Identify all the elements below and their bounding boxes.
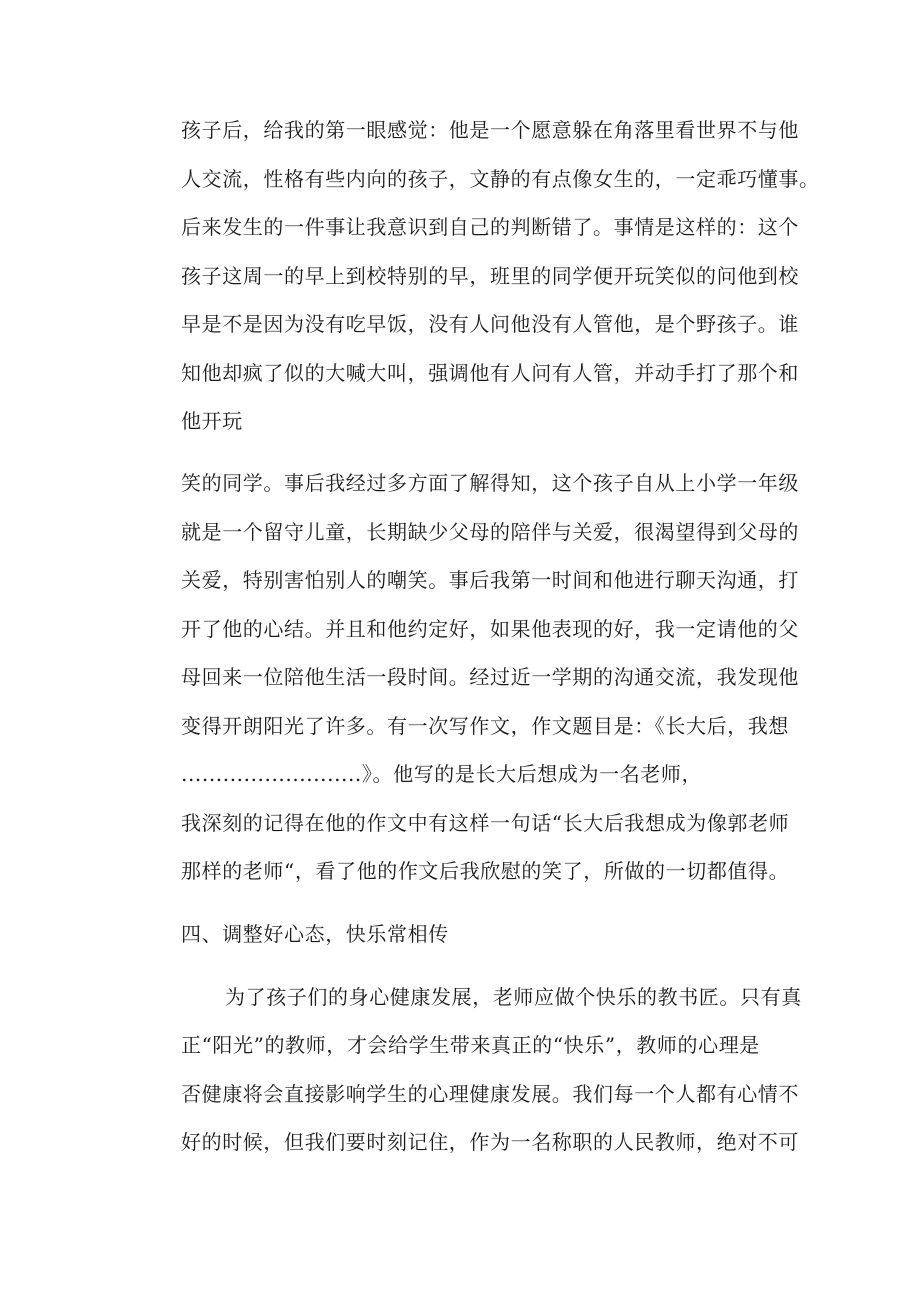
text-line: 我深刻的记得在他的作文中有这样一句话“长大后我想成为像郭老师 (181, 811, 790, 835)
section-heading: 四、调整好心态，快乐常相传 (181, 922, 449, 946)
text-line: 就是一个留守儿童，长期缺少父母的陪伴与关爱，很渴望得到父母的 (181, 520, 799, 544)
text-line: 否健康将会直接影响学生的心理健康发展。我们每一个人都有心情不 (181, 1082, 799, 1106)
text-line: 变得开朗阳光了许多。有一次写作文，作文题目是：《长大后，我想 (181, 714, 789, 738)
text-line: ..........................》。他写的是长大后想成为一名老师， (181, 762, 703, 786)
text-line: 孩子这周一的早上到校特别的早，班里的同学便开玩笑似的问他到校 (181, 264, 799, 288)
text-line: 关爱，特别害怕别人的嘲笑。事后我第一时间和他进行聊天沟通，打 (181, 568, 799, 592)
text-line: 笑的同学。事后我经过多方面了解得知，这个孩子自从上小学一年级 (181, 471, 799, 495)
text-line: 正“阳光”的教师，才会给学生带来真正的“快乐”，教师的心理是 (181, 1033, 760, 1057)
text-line: 知他却疯了似的大喊大叫，强调他有人问有人管，并动手打了那个和 (181, 361, 799, 385)
text-line: 他开玩 (181, 409, 243, 433)
text-line: 那样的老师“，看了他的作文后我欣慰的笑了，所做的一切都值得。 (181, 859, 790, 883)
text-line: 人交流，性格有些内向的孩子，文静的有点像女生的，一定乖巧懂事。 (181, 167, 820, 191)
text-line: 为了孩子们的身心健康发展，老师应做个快乐的教书匠。只有真 (225, 985, 802, 1009)
text-line: 后来发生的一件事让我意识到自己的判断错了。事情是这样的：这个 (181, 215, 799, 239)
text-line: 开了他的心结。并且和他约定好，如果他表现的好，我一定请他的父 (181, 617, 799, 641)
text-line: 孩子后，给我的第一眼感觉：他是一个愿意躲在角落里看世界不与他 (181, 118, 799, 142)
text-line: 好的时候，但我们要时刻记住，作为一名称职的人民教师，绝对不可 (181, 1130, 799, 1154)
text-line: 早是不是因为没有吃早饭，没有人问他没有人管他，是个野孩子。谁 (181, 312, 799, 336)
text-line: 母回来一位陪他生活一段时间。经过近一学期的沟通交流，我发现他 (181, 665, 799, 689)
